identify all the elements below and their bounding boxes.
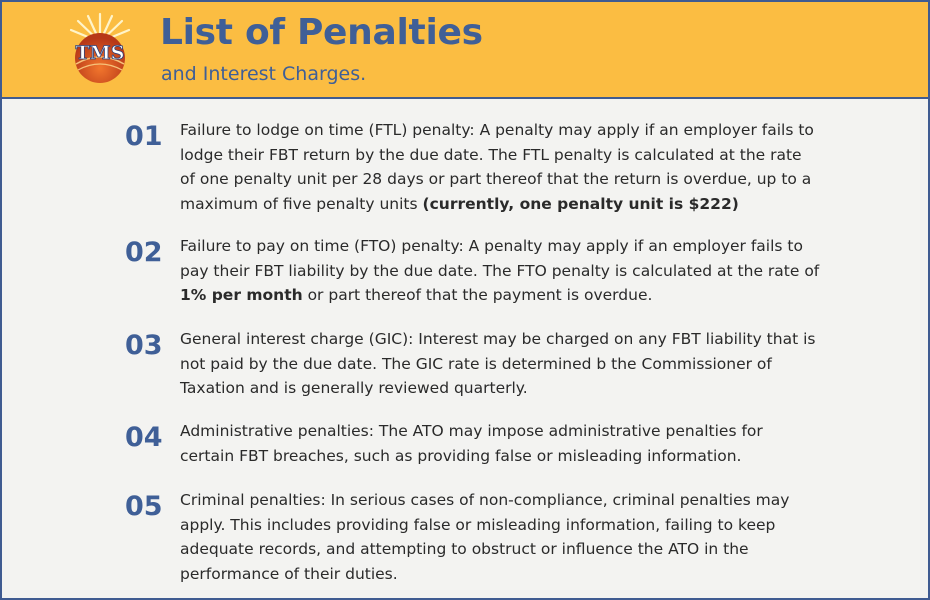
item-text: Criminal penalties: In serious cases of non-compliance, criminal penalties may apply. This includes providing false or misleading information, failing to keep adequate records, and attempting to obstruct or influence the ATO in the performance of their duties. [180,491,790,583]
header-banner [2,2,928,99]
tms-logo [62,12,138,88]
item-text: Administrative penalties: The ATO may impose administrative penalties for certain FBT breaches, such as providing false or misleading information. [180,422,763,465]
item-number: 01 [125,121,163,152]
page-subtitle: and Interest Charges. [161,63,367,85]
logo-text: TMS [75,42,125,64]
item-number: 02 [125,237,163,268]
page-title: List of Penalties [160,12,483,53]
item-text: General interest charge (GIC): Interest may be charged on any FBT liability that is not paid by the due date. The GIC rate is determined b the Commissioner of Taxation and is generally reviewed quarterly. [180,330,816,397]
item-number: 04 [125,422,163,453]
item-number: 05 [125,491,163,522]
item-text: Failure to lodge on time (FTL) penalty: A penalty may apply if an employer fails to lodge their FBT return by the due date. The FTL penalty is calculated at the rate of one penalty unit per 28 days or part thereof that the return is overdue, up to a maximum of five penalty units (currently, one penalty unit is $222) [180,121,814,213]
item-number: 03 [125,330,163,361]
item-text: Failure to pay on time (FTO) penalty: A penalty may apply if an employer fails to pay their FBT liability by the due date. The FTO penalty is calculated at the rate of 1% per month or part thereof that the payment is overdue. [180,237,820,304]
